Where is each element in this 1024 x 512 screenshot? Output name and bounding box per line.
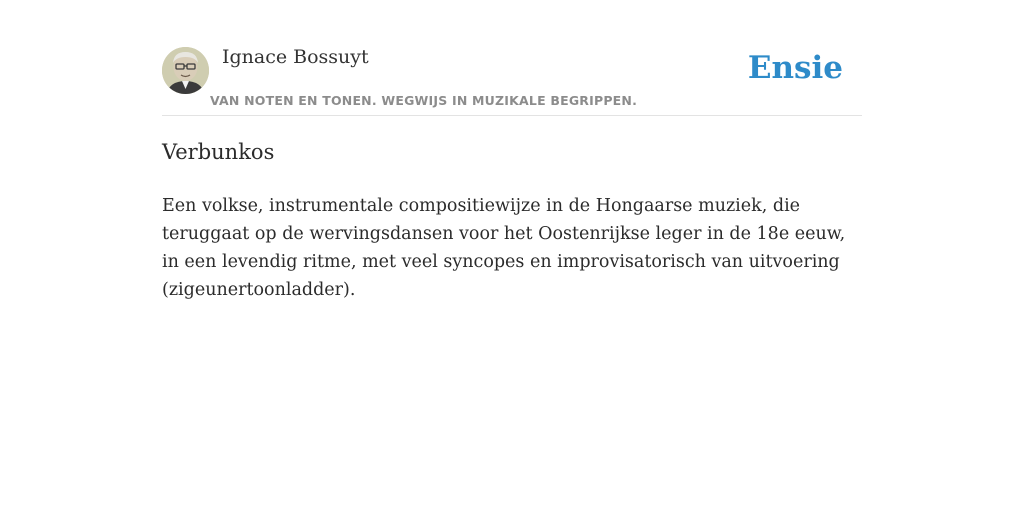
ensie-logo[interactable]: Ensie	[747, 50, 843, 86]
author-portrait-icon	[162, 47, 209, 94]
term-title: Verbunkos	[162, 140, 275, 164]
author-avatar[interactable]	[162, 47, 209, 94]
header	[162, 0, 862, 116]
author-tagline: VAN NOTEN EN TONEN. WEGWIJS IN MUZIKALE BEGRIPPEN.	[210, 93, 638, 108]
author-name[interactable]: Ignace Bossuyt	[222, 46, 369, 68]
term-definition: Een volkse, instrumentale compositiewijze in de Hongaarse muziek, die teruggaat op de wervingsdansen voor het Oostenrijkse leger in de 18e eeuw, in een levendig ritme, met veel syncopes en improvisatorisch van uitvoering (zigeunertoonladder).	[162, 196, 846, 300]
